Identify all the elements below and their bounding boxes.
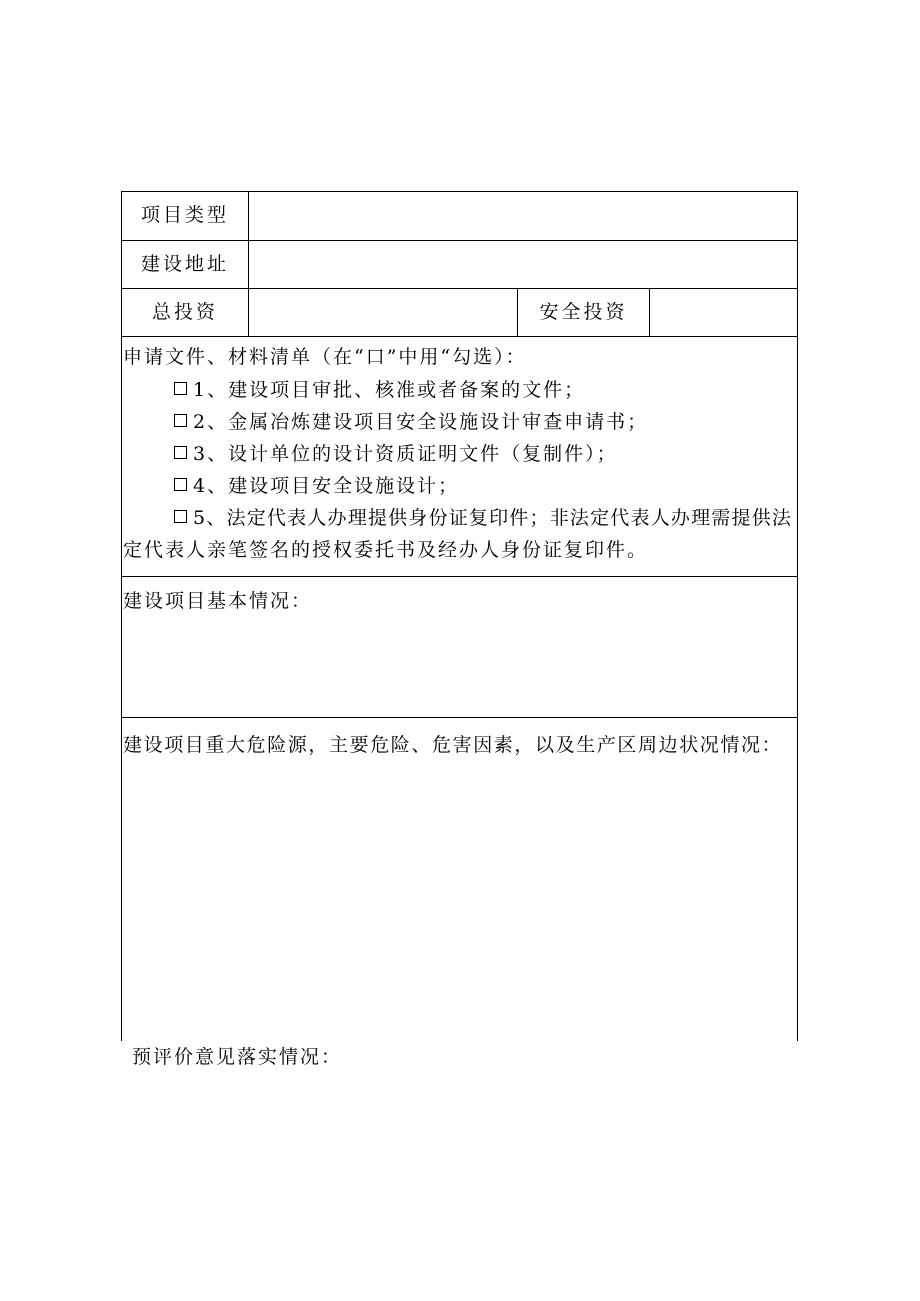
material-item-1[interactable] [174, 381, 585, 400]
row-border-5 [121, 717, 798, 718]
material-item-5-continuation: 定代表人亲笔签名的授权委托书及经办人身份证复印件。 [123, 539, 649, 561]
row-border-4 [121, 576, 798, 577]
checkbox-icon[interactable] [174, 510, 187, 523]
project-type-value[interactable] [249, 206, 797, 226]
materials-title: 申请文件、材料清单（在“口”中用“勾选）： [123, 346, 527, 368]
total-investment-label: 总投资 [151, 301, 218, 323]
material-item-text: 4、建设项目安全设施设计； [193, 475, 460, 497]
material-item-text: 5、法定代表人办理提供身份证复印件；非法定代表人办理需提供法 [193, 507, 793, 529]
pre-evaluation-title: 预评价意见落实情况： [132, 1046, 343, 1068]
checkbox-icon[interactable] [174, 446, 187, 459]
address-label: 建设地址 [140, 253, 229, 275]
safety-investment-label: 安全投资 [539, 301, 628, 323]
material-item-4[interactable] [174, 477, 459, 496]
row-border-2 [121, 288, 798, 289]
row-border-top [121, 191, 798, 192]
row-border-3 [121, 336, 798, 337]
checkbox-icon[interactable] [174, 414, 187, 427]
project-type-label: 项目类型 [140, 204, 229, 226]
checkbox-icon[interactable] [174, 382, 187, 395]
hazards-title: 建设项目重大危险源，主要危险、危害因素，以及生产区周边状况情况： [123, 734, 783, 756]
basic-info-field[interactable] [123, 621, 795, 713]
row-border-1 [121, 240, 798, 241]
safety-investment-value[interactable] [650, 303, 797, 323]
checkbox-icon[interactable] [174, 478, 187, 491]
material-item-text: 1、建设项目审批、核准或者备案的文件； [193, 379, 586, 401]
material-item-3[interactable] [174, 445, 618, 464]
material-item-text: 3、设计单位的设计资质证明文件（复制件）； [193, 443, 618, 465]
hazards-field[interactable] [123, 766, 795, 1036]
application-form [121, 191, 798, 1041]
basic-info-title: 建设项目基本情况： [123, 590, 313, 612]
material-item-5[interactable] [174, 509, 792, 528]
material-item-2[interactable] [174, 413, 648, 432]
material-item-text: 2、金属冶炼建设项目安全设施设计审查申请书； [193, 411, 649, 433]
outer-border-right [797, 191, 798, 1041]
address-value[interactable] [249, 255, 797, 275]
total-investment-value[interactable] [249, 303, 517, 323]
